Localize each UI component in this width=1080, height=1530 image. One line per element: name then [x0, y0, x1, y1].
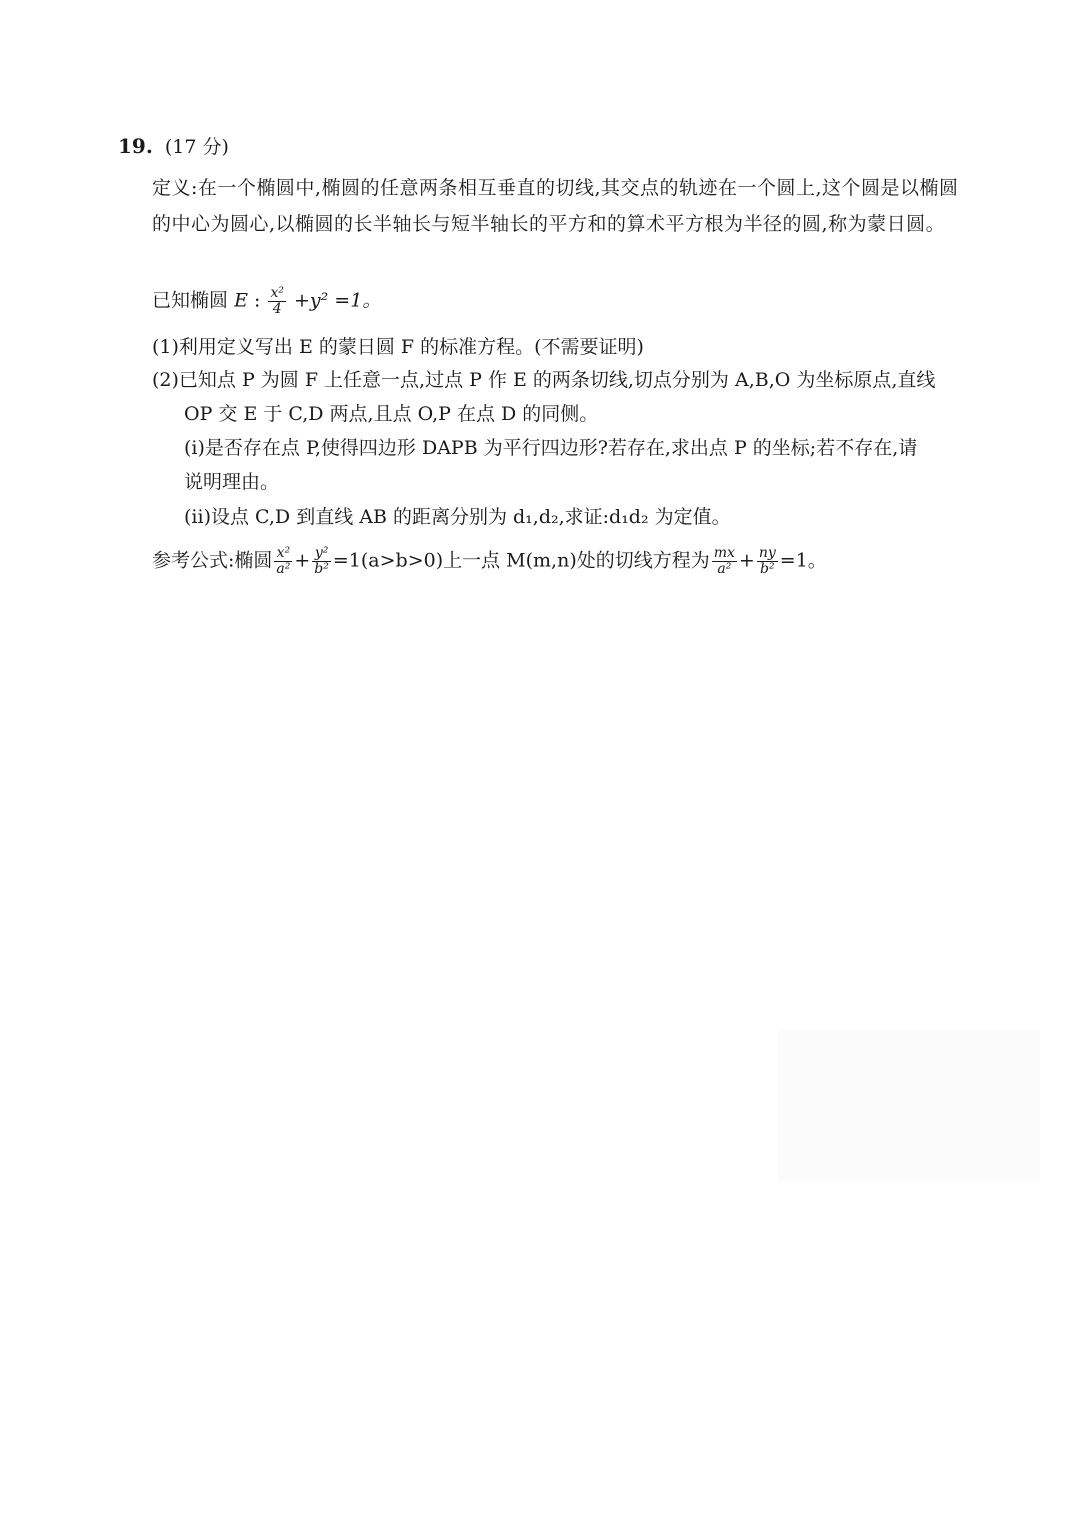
given-ellipse-line: [152, 286, 381, 317]
part2-line2: OP 交 E 于 C,D 两点,且点 O,P 在点 D 的同侧。: [184, 403, 599, 425]
ref-frac-2-den: b²: [314, 561, 329, 577]
ref-frac-1: [274, 546, 292, 577]
given-ellipse-name: E: [234, 289, 248, 312]
faint-scan-patch: [778, 1030, 1040, 1182]
ref-suffix: =1。: [779, 549, 827, 572]
ref-frac-2: [312, 546, 331, 577]
ref-frac-4-den: b²: [760, 561, 775, 577]
sub-i-line1: (i)是否存在点 P,使得四边形 DAPB 为平行四边形?若存在,求出点 P 的坐标;若不存在,请: [184, 437, 918, 459]
ref-frac-3-num: mx: [713, 545, 735, 561]
question-score: (17 分): [164, 136, 229, 158]
reference-formula: [152, 546, 827, 577]
given-colon: :: [253, 289, 261, 312]
given-fraction: [268, 286, 286, 317]
ref-frac-4-num: ny: [758, 545, 776, 561]
ref-frac-3: [712, 546, 737, 577]
given-frac-den: 4: [272, 301, 282, 317]
part1: (1)利用定义写出 E 的蒙日圆 F 的标准方程。(不需要证明): [152, 336, 644, 358]
question-header: [118, 132, 229, 161]
part2-line1: (2)已知点 P 为圆 F 上任意一点,过点 P 作 E 的两条切线,切点分别为 A,B,O 为坐标原点,直线: [152, 369, 936, 391]
ref-frac-4: [757, 546, 778, 577]
given-rest: +y² =1。: [294, 289, 382, 312]
definition-paragraph: 定义:在一个椭圆中,椭圆的任意两条相互垂直的切线,其交点的轨迹在一个圆上,这个圆是以椭圆的中心为圆心,以椭圆的长半轴长与短半轴长的平方和的算术平方根为半径的圆,称为蒙日圆。: [152, 177, 959, 235]
given-frac-num: x²: [270, 285, 284, 301]
sub-ii: (ii)设点 C,D 到直线 AB 的距离分别为 d₁,d₂,求证:d₁d₂ 为定值。: [184, 506, 731, 528]
ref-frac-3-den: a²: [717, 561, 732, 577]
reference-prefix: 参考公式:椭圆: [152, 549, 273, 572]
ref-plus-1: +: [294, 549, 311, 572]
given-prefix: 已知椭圆: [152, 289, 229, 312]
ref-plus-2: +: [738, 549, 755, 572]
ref-middle: =1(a>b>0)上一点 M(m,n)处的切线方程为: [332, 549, 710, 572]
ref-frac-1-den: a²: [276, 561, 291, 577]
ref-frac-2-num: y²: [312, 546, 331, 562]
sub-i-line2: 说明理由。: [184, 471, 280, 493]
question-number: 19.: [118, 134, 153, 158]
ref-frac-1-num: x²: [274, 546, 292, 562]
